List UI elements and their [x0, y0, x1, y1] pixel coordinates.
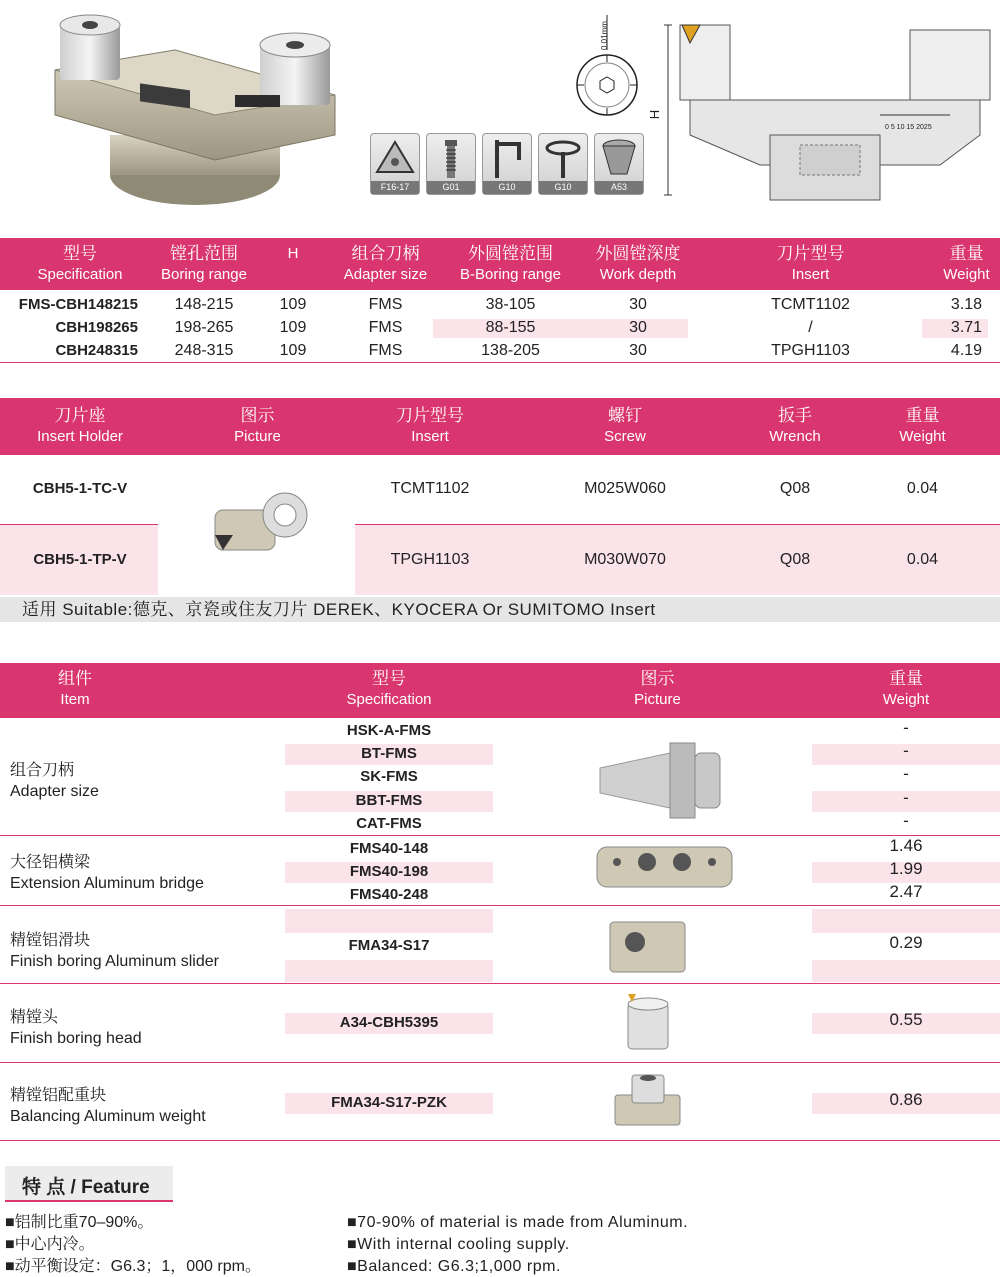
- group-label-cn: 精镗铝配重块: [10, 1087, 107, 1104]
- table3-weight: 0.29: [889, 933, 923, 952]
- screw-icon: G01: [426, 133, 476, 195]
- table2-cell-screw: M030W070: [584, 551, 666, 568]
- table3-spec: FMS40-198: [349, 863, 429, 880]
- group-label-cn: 组合刀柄: [10, 762, 75, 779]
- table1-cell-insert: /: [808, 319, 813, 336]
- table1-cell-h: 109: [279, 319, 307, 336]
- header-en: Screw: [604, 428, 646, 445]
- table3-weight: 0.86: [889, 1090, 923, 1109]
- table3-group-label: [10, 1007, 142, 1049]
- table1-cell-bboring: 38-105: [485, 296, 536, 313]
- table3-spec: FMS40-248: [349, 886, 429, 903]
- table3-weight: 2.47: [889, 882, 923, 901]
- wrench-icon: G10: [482, 133, 532, 195]
- header-en: Specification: [37, 266, 123, 283]
- table1-cell-bboring: 88-155: [485, 319, 536, 336]
- table1-header-cell: [933, 243, 1000, 285]
- table1-bottom-rule: [0, 362, 1000, 363]
- table2-cell-weight: 0.04: [906, 480, 939, 497]
- header-en: Wrench: [769, 428, 821, 445]
- header-cn: 外圆镗范围: [468, 244, 553, 263]
- table1-header-cell: [248, 243, 338, 264]
- collet-icon: A53: [594, 133, 644, 195]
- table3-header-cell: [555, 668, 760, 710]
- table2-cell-insert: TPGH1103: [390, 551, 470, 568]
- table1-cell-h: 109: [279, 342, 307, 359]
- group-label-en: Balancing Aluminum weight: [10, 1108, 206, 1125]
- table3-spec: FMA34-S17-PZK: [331, 1094, 447, 1111]
- table1-cell-bboring: 138-205: [481, 342, 540, 359]
- table1-cell-weight: 3.18: [950, 296, 983, 313]
- header-cn: 外圆镗深度: [595, 244, 681, 263]
- table2-cell-holder: CBH5-1-TC-V: [32, 480, 128, 497]
- table2-cell-screw: M025W060: [584, 480, 666, 497]
- table3-group-label: [10, 1085, 206, 1127]
- table3-weight: 1.46: [889, 836, 923, 855]
- table1-cell-range: 148-215: [174, 296, 234, 313]
- table3-spec: HSK-A-FMS: [346, 722, 432, 739]
- table2-header-cell: [505, 405, 745, 447]
- table1-header-cell: [160, 243, 248, 285]
- table1-header-cell: [338, 243, 433, 285]
- group-label-en: Extension Aluminum bridge: [10, 875, 204, 892]
- table2-mid-rule-left: [0, 524, 158, 525]
- table1-cell-depth: 30: [629, 342, 647, 359]
- table1-header-cell: [0, 243, 160, 285]
- group-label-en: Adapter size: [10, 783, 99, 800]
- table1-cell-spec: CBH248315: [55, 342, 138, 359]
- group-label-cn: 精镗铝滑块: [10, 932, 91, 949]
- table3-group-label: [10, 760, 99, 802]
- feature-cn-item: ■中心内冷。: [5, 1236, 95, 1253]
- scale-label: 0 5 10 15 2025: [885, 124, 932, 131]
- header-cn: 重量: [905, 406, 940, 425]
- adapter-photo: [590, 728, 730, 833]
- header-cn: 镗孔范围: [170, 244, 238, 263]
- table3-weight: 1.99: [889, 859, 923, 878]
- header-cn: 图示: [640, 669, 675, 688]
- table2-cell-wrench: Q08: [779, 480, 811, 497]
- header-en: Insert: [791, 266, 830, 283]
- table2-header-cell: [745, 405, 845, 447]
- header-en: Item: [60, 691, 90, 708]
- table3-weight: 0.55: [889, 1010, 923, 1029]
- table3-weight: -: [903, 741, 909, 760]
- table3-group-label: [10, 930, 219, 972]
- table1-cell-h: 109: [279, 296, 307, 313]
- header-cn: 图示: [240, 406, 275, 425]
- table1-cell-insert: TCMT1102: [771, 296, 850, 313]
- table3-weight: -: [903, 764, 909, 783]
- boring-head-photo: [620, 992, 675, 1055]
- table1-cell-depth: 30: [629, 319, 647, 336]
- table1-cell-insert: TPGH1103: [771, 342, 850, 359]
- table2-mid-rule-right: [355, 524, 1000, 525]
- table1-cell-range: 248-315: [174, 342, 234, 359]
- insert-triangle-icon: F16-17: [370, 133, 420, 195]
- feature-en-item: ■70-90% of material is made from Aluminum.: [347, 1214, 689, 1231]
- table3-group-rule: [0, 1140, 1000, 1141]
- group-label-cn: 精镗头: [10, 1009, 59, 1026]
- table1-cell-depth: 30: [629, 296, 647, 313]
- table2-cell-wrench: Q08: [779, 551, 811, 568]
- header-cn: 刀片型号: [396, 406, 464, 425]
- table3-spec: A34-CBH5395: [339, 1014, 439, 1031]
- table3-spec: SK-FMS: [360, 768, 418, 785]
- table1-cell-adapter: FMS: [368, 296, 403, 313]
- vernier-dial: [572, 10, 642, 120]
- table3-row-shade: [812, 960, 1000, 982]
- table1-cell-adapter: FMS: [368, 342, 403, 359]
- header-en: Picture: [234, 428, 281, 445]
- header-cn: 刀片座: [54, 406, 106, 425]
- product-photo: [45, 5, 345, 215]
- header-en: Specification: [346, 691, 432, 708]
- header-en: Weight: [882, 691, 930, 708]
- feature-cn-item: ■动平衡设定：G6.3；1，000 rpm。: [5, 1258, 261, 1275]
- table3-spec: BBT-FMS: [355, 792, 423, 809]
- table3-group-rule: [0, 983, 1000, 984]
- table3-weight: -: [903, 788, 909, 807]
- insert-holder-photo: [205, 480, 315, 570]
- group-label-cn: 大径铝横梁: [10, 854, 91, 871]
- table1-cell-spec: CBH198265: [55, 319, 138, 336]
- feature-en-item: ■With internal cooling supply.: [347, 1236, 570, 1253]
- table3-group-rule: [0, 1062, 1000, 1063]
- table2-header-cell: [0, 405, 160, 447]
- table3-header-cell: [285, 668, 493, 710]
- header-cn: 组合刀柄: [351, 244, 420, 263]
- table3-row-shade: [285, 960, 493, 982]
- table2-header-cell: [160, 405, 355, 447]
- header-cn: 组件: [58, 669, 92, 688]
- bridge-photo: [592, 837, 737, 899]
- table1-cell-spec: FMS-CBH148215: [18, 296, 138, 313]
- slider-photo: [605, 912, 690, 980]
- header-cn: 螺钉: [608, 406, 642, 425]
- table3-weight: -: [903, 718, 909, 737]
- header-cn: 刀片型号: [776, 244, 845, 263]
- table3-group-rule: [0, 905, 1000, 906]
- table3-row-shade: [812, 909, 1000, 933]
- header-en: Weight: [943, 266, 990, 283]
- table1-cell-adapter: FMS: [368, 319, 403, 336]
- table3-header-cell: [812, 668, 1000, 710]
- h-dimension-label: H: [647, 109, 663, 120]
- header-en: Insert Holder: [37, 428, 123, 445]
- header-cn: 扳手: [778, 406, 812, 425]
- feature-en-item: ■Balanced: G6.3;1,000 rpm.: [347, 1258, 561, 1275]
- header-en: Insert: [411, 428, 449, 445]
- technical-drawing: [647, 15, 995, 210]
- table1-cell-weight: 4.19: [950, 342, 983, 359]
- header-en: Work depth: [599, 266, 677, 283]
- table3-spec: FMS40-148: [349, 840, 429, 857]
- suitable-note: 适用 Suitable:德克、京瓷或住友刀片 DEREK、KYOCERA Or SUMITOMO Insert: [22, 600, 656, 619]
- table3-header-cell: [0, 668, 150, 710]
- t-key-icon: G10: [538, 133, 588, 195]
- table2-header-cell: [845, 405, 1000, 447]
- table1-cell-range: 198-265: [174, 319, 234, 336]
- table3-group-label: [10, 852, 204, 894]
- table2-header-cell: [355, 405, 505, 447]
- table1-header-cell: [688, 243, 933, 285]
- header-en: Adapter size: [343, 266, 428, 283]
- header-en: Picture: [634, 691, 681, 708]
- table3-spec: BT-FMS: [361, 745, 417, 762]
- header-en: Boring range: [161, 266, 247, 283]
- table3-spec: CAT-FMS: [356, 815, 422, 832]
- header-en: Weight: [899, 428, 946, 445]
- header-cn: 型号: [372, 669, 406, 688]
- feature-cn-item: ■铝制比重70–90%。: [5, 1214, 154, 1231]
- table1-header-cell: [433, 243, 588, 285]
- header-en: B-Boring range: [460, 266, 561, 283]
- table2-cell-insert: TCMT1102: [390, 480, 470, 497]
- weight-photo: [610, 1070, 685, 1133]
- table3-row-shade: [285, 909, 493, 933]
- feature-title: 特 点 / Feature: [22, 1177, 150, 1198]
- table3-spec: FMA34-S17: [348, 937, 430, 954]
- table1-cell-weight: 3.71: [950, 319, 983, 336]
- dial-label: 0.01mm: [600, 21, 609, 50]
- header-en: H: [287, 245, 299, 262]
- header-cn: 重量: [949, 244, 984, 263]
- group-label-en: Finish boring head: [10, 1030, 142, 1047]
- table1-header-cell: [588, 243, 688, 285]
- group-label-en: Finish boring Aluminum slider: [10, 953, 219, 970]
- header-cn: 型号: [63, 244, 97, 263]
- table3-weight: -: [903, 811, 909, 830]
- header-cn: 重量: [889, 669, 923, 688]
- accessory-icons: [370, 133, 645, 208]
- table2-cell-holder: CBH5-1-TP-V: [33, 551, 127, 568]
- table2-cell-weight: 0.04: [906, 551, 939, 568]
